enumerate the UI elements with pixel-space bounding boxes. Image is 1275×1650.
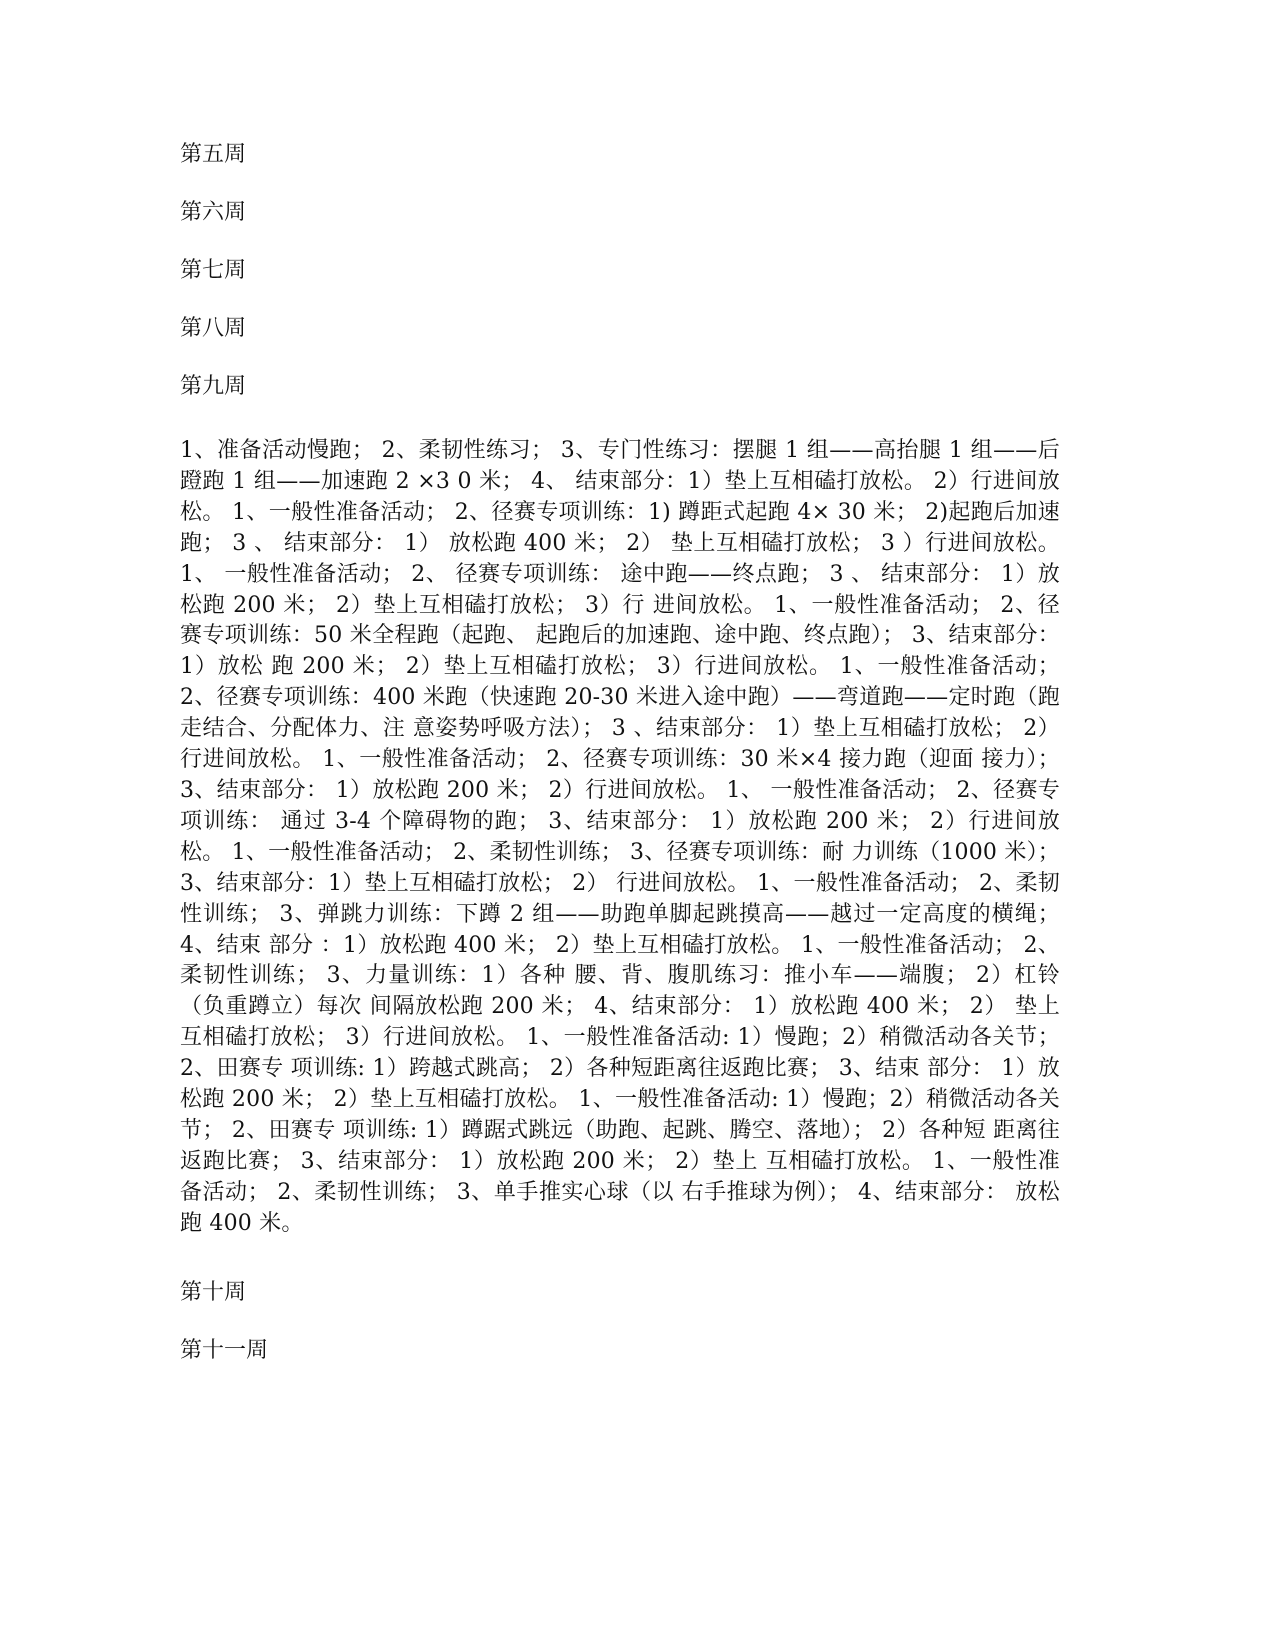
week-heading-11: 第十一周 [180,1337,269,1363]
week-heading-9: 第九周 [180,374,247,399]
week-heading-8: 第八周 [180,316,247,341]
week-heading-5: 第五周 [180,142,247,167]
training-plan-paragraph: 1、准备活动慢跑； 2、柔韧性练习； 3、专门性练习：摆腿 1 组——高抬腿 1 组——后蹬跑 1 组——加速跑 2 ×3 0 米； 4、 结束部分：1）垫上互相磕打放松。 2）行进间放松。 1、一般性准备活动； 2、径赛专项训练：1) 蹲距式起跑 4× 30 米； 2)起跑后加速跑； 3 、 结束部分： 1） 放松跑 400 米； 2） 垫上互相磕打放松； 3 ）行进间放松。 1、 一般性准备活动； 2、 径赛专项训练： 途中跑——终点跑； 3 、 结束部分： 1）放松跑 200 米； 2）垫上互相磕打放松； 3）行 进间放松。 1、一般性准备活动； 2、径赛专项训练：50 米全程跑（起跑、 起跑后的加速跑、途中跑、终点跑）； 3、结束部分： 1）放松 跑 200 米； 2）垫上互相磕打放松； 3）行进间放松。 1、一般性准备活动； 2、径赛专项训练：400 米跑（快速跑 20-30 米进入途中跑）——弯道跑——定时跑（跑走结合、分配体力、注 意姿势呼吸方法）； 3 、结束部分： 1）垫上互相磕打放松； 2） 行进间放松。 1、一般性准备活动； 2、径赛专项训练：30 米×4 接力跑（迎面 接力）； 3、结束部分： 1）放松跑 200 米； 2）行进间放松。 1、 一般性准备活动； 2、径赛专项训练： 通过 3-4 个障碍物的跑； 3、结束部分： 1）放松跑 200 米； 2）行进间放松。 1、一般性准备活动； 2、柔韧性训练； 3、径赛专项训练：耐 力训练（1000 米）；3、结束部分：1）垫上互相磕打放松； 2） 行进间放松。 1、一般性准备活动； 2、柔韧性训练； 3、弹跳力训练：下蹲 2 组——助跑单脚起跳摸高——越过一定高度的横绳； 4、结束 部分 ：1）放松跑 400 米； 2）垫上互相磕打放松。 1、一般性准备活动； 2、柔韧性训练； 3、力量训练：1）各种 腰、背、腹肌练习：推小车——端腹； 2）杠铃（负重蹲立）每次 间隔放松跑 200 米； 4、结束部分： 1）放松跑 400 米； 2） 垫上互相磕打放松； 3）行进间放松。 1、一般性准备活动: 1）慢跑；2）稍微活动各关节； 2、田赛专 项训练: 1）跨越式跳高； 2）各种短距离往返跑比赛； 3、结束 部分： 1）放松跑 200 米； 2）垫上互相磕打放松。 1、一般性准备活动: 1）慢跑；2）稍微活动各关节； 2、田赛专 项训练: 1）蹲踞式跳远（助跑、起跳、腾空、落地）； 2）各种短 距离往返跑比赛； 3、结束部分： 1）放松跑 200 米； 2）垫上 互相磕打放松。 1、一般性准备活动； 2、柔韧性训练； 3、单手推实心球（以 右手推球为例）； 4、结束部分： 放松跑 400 米。 [180,438,1060,1236]
document-page [180,140,1060,1394]
week-list-bottom [180,1278,1060,1366]
week-list-top [180,140,1060,402]
week-heading-7: 第七周 [180,258,247,283]
week-heading-6: 第六周 [180,200,247,225]
week-heading-10: 第十周 [180,1279,247,1305]
